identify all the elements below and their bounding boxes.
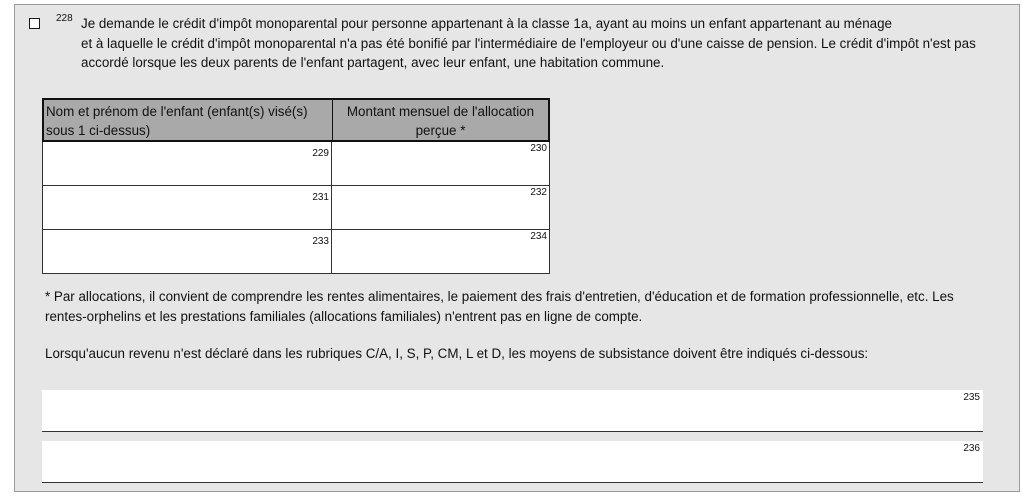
table-row (42, 186, 550, 230)
table-row (42, 230, 550, 274)
allowance-amount-input[interactable] (332, 230, 549, 273)
field-number-236: 236 (963, 443, 980, 454)
intro-rest: et à laquelle le crédit d'impôt monoparental n'a pas été bonifié par l'intermédiaire de l'employeur ou d'une caisse de pension. Le crédit d'impôt n'est pas accordé lorsque les deux parents de l'enfant partagent, avec leur enfant, une habitation commune. (81, 35, 976, 70)
children-allowance-table (42, 98, 550, 274)
intro-text (81, 14, 1017, 73)
allowance-amount-input[interactable] (332, 142, 549, 185)
intro-first-line: Je demande le crédit d'impôt monoparental pour personne appartenant à la classe 1a, ayant au moins un enfant appartenant au ménage (81, 16, 893, 31)
allowance-footnote: * Par allocations, il convient de comprendre les rentes alimentaires, le paiement des frais d'entretien, d'éducation et de formation professionnelle, etc. Les rentes-orphelins et les prestations familiales (allocations familiales) n'entrent pas en ligne de compte. (45, 289, 954, 324)
field-number-235: 235 (963, 392, 980, 403)
subsistence-instruction: Lorsqu'aucun revenu n'est déclaré dans les rubriques C/A, I, S, P, CM, L et D, les moyens de subsistance doivent être indiqués ci-dessous: (45, 346, 869, 361)
field-number-233: 233 (312, 236, 329, 247)
header-child-name: Nom et prénom de l'enfant (enfant(s) visé(s) sous 1 ci-dessus) (46, 104, 308, 138)
field-number-231: 231 (312, 192, 329, 203)
table-header (42, 98, 550, 142)
field-number-232: 232 (530, 187, 547, 198)
child-name-input[interactable] (43, 186, 332, 229)
subsistence-input-236[interactable] (42, 441, 983, 483)
table-row (42, 142, 550, 186)
header-monthly-allowance: Montant mensuel de l'allocation perçue * (332, 100, 548, 140)
field-number-230: 230 (530, 143, 547, 154)
allowance-amount-input[interactable] (332, 186, 549, 229)
child-name-input[interactable] (43, 230, 332, 273)
field-number-228: 228 (56, 13, 73, 24)
single-parent-credit-checkbox[interactable] (29, 18, 40, 29)
field-number-234: 234 (530, 231, 547, 242)
subsistence-input-235[interactable] (42, 390, 983, 432)
child-name-input[interactable] (43, 142, 332, 185)
field-number-229: 229 (312, 148, 329, 159)
